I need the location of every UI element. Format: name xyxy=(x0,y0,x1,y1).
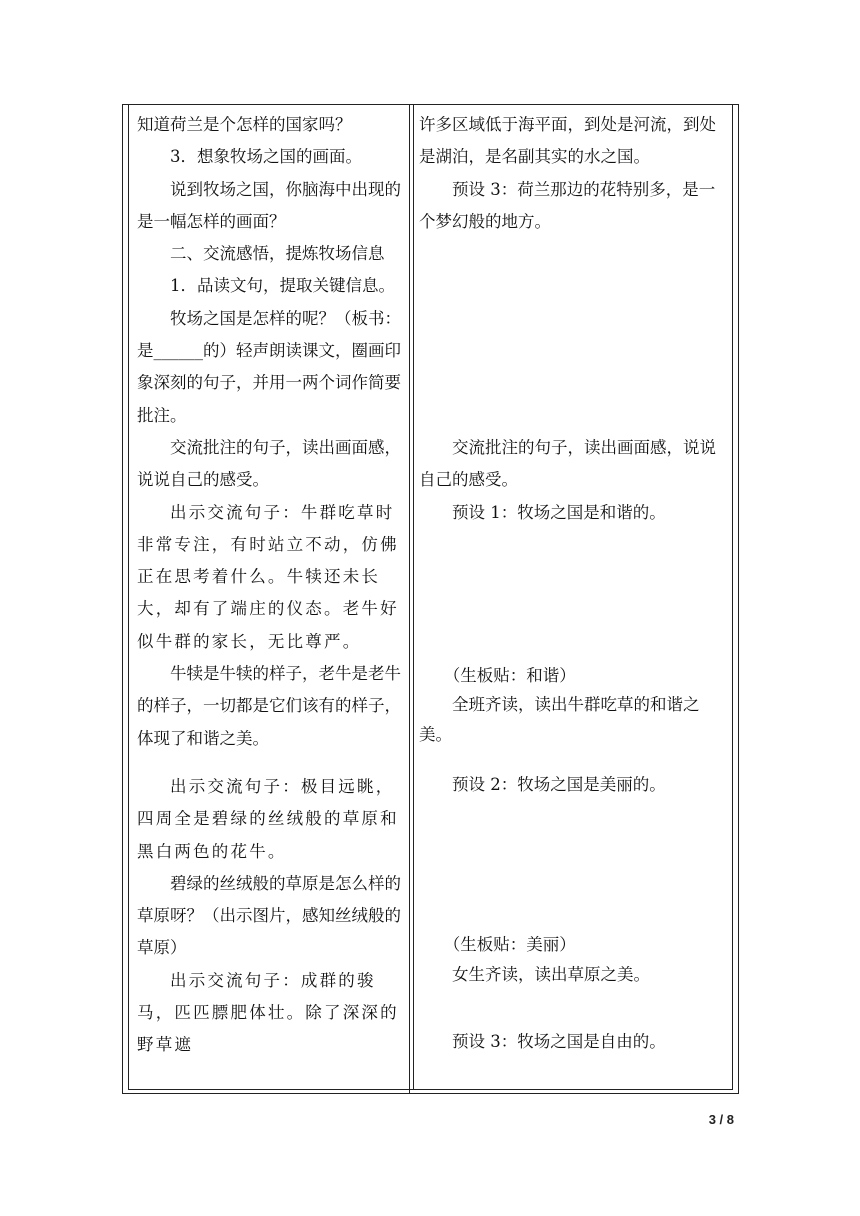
text-paragraph: 交流批注的句子，读出画面感，说说自己的感受。 xyxy=(137,437,401,490)
text-paragraph: 说到牧场之国，你脑海中出现的是一幅怎样的画面？ xyxy=(137,179,401,231)
text-paragraph: 碧绿的丝绒般的草原是怎么样的草原呀？（出示图片，感知丝绒般的草原） xyxy=(137,873,401,958)
text-paragraph: 许多区域低于海平面，到处是河流，到处是湖泊，是名副其实的水之国。 xyxy=(419,115,716,167)
preset-answer: 预设 2：牧场之国是美丽的。 xyxy=(452,775,666,794)
student-response-block xyxy=(419,662,727,750)
text-paragraph: 牧场之国是怎样的呢？（板书：是______的）轻声朗读课文，圈画印象深刻的句子，并用一两个词作简要批注。 xyxy=(137,308,401,425)
step-heading: 3．想象牧场之国的画面。 xyxy=(170,147,362,167)
text-paragraph: 全班齐读，读出牛群吃草的和谐之美。 xyxy=(419,695,700,744)
column-divider-inner xyxy=(413,104,414,1090)
text-paragraph: 预设 3：荷兰那边的花特别多，是一个梦幻般的地方。 xyxy=(419,179,716,231)
page-number: 3 / 8 xyxy=(708,1112,734,1127)
text-paragraph: 交流批注的句子，读出画面感，说说自己的感受。 xyxy=(419,438,716,490)
quoted-sentence: 出示交流句子：成群的骏马，匹匹膘肥体壮。除了深深的野草遮 xyxy=(137,970,399,1055)
teacher-activity-column xyxy=(137,109,405,1062)
section-heading: 二、交流感悟，提炼牧场信息 xyxy=(170,244,385,264)
board-note: （生板贴：美丽） xyxy=(443,935,576,954)
text-line: 知道荷兰是个怎样的国家吗？ xyxy=(137,115,352,134)
step-heading: 1．品读文句，提取关键信息。 xyxy=(170,276,395,296)
student-response-block xyxy=(419,432,727,529)
text-paragraph: 女生齐读，读出草原之美。 xyxy=(452,965,650,984)
quoted-sentence: 出示交流句子：牛群吃草时非常专注，有时站立不动，仿佛正在思考着什么。牛犊还未长大，却有了端庄的仪态。老牛好似牛群的家长，无比尊严。 xyxy=(137,502,399,651)
student-response-block xyxy=(419,930,727,990)
preset-answer: 预设 3：牧场之国是自由的。 xyxy=(452,1032,666,1051)
student-response-block xyxy=(419,769,727,801)
student-response-block xyxy=(419,1026,727,1058)
column-divider xyxy=(409,104,410,1094)
preset-answer: 预设 1：牧场之国是和谐的。 xyxy=(452,502,666,522)
board-note: （生板贴：和谐） xyxy=(443,666,576,685)
text-paragraph: 牛犊是牛犊的样子，老牛是老牛的样子，一切都是它们该有的样子，体现了和谐之美。 xyxy=(137,664,401,748)
student-activity-column xyxy=(419,109,727,238)
quoted-sentence: 出示交流句子：极目远眺，四周全是碧绿的丝绒般的草原和黑白两色的花牛。 xyxy=(137,776,399,861)
